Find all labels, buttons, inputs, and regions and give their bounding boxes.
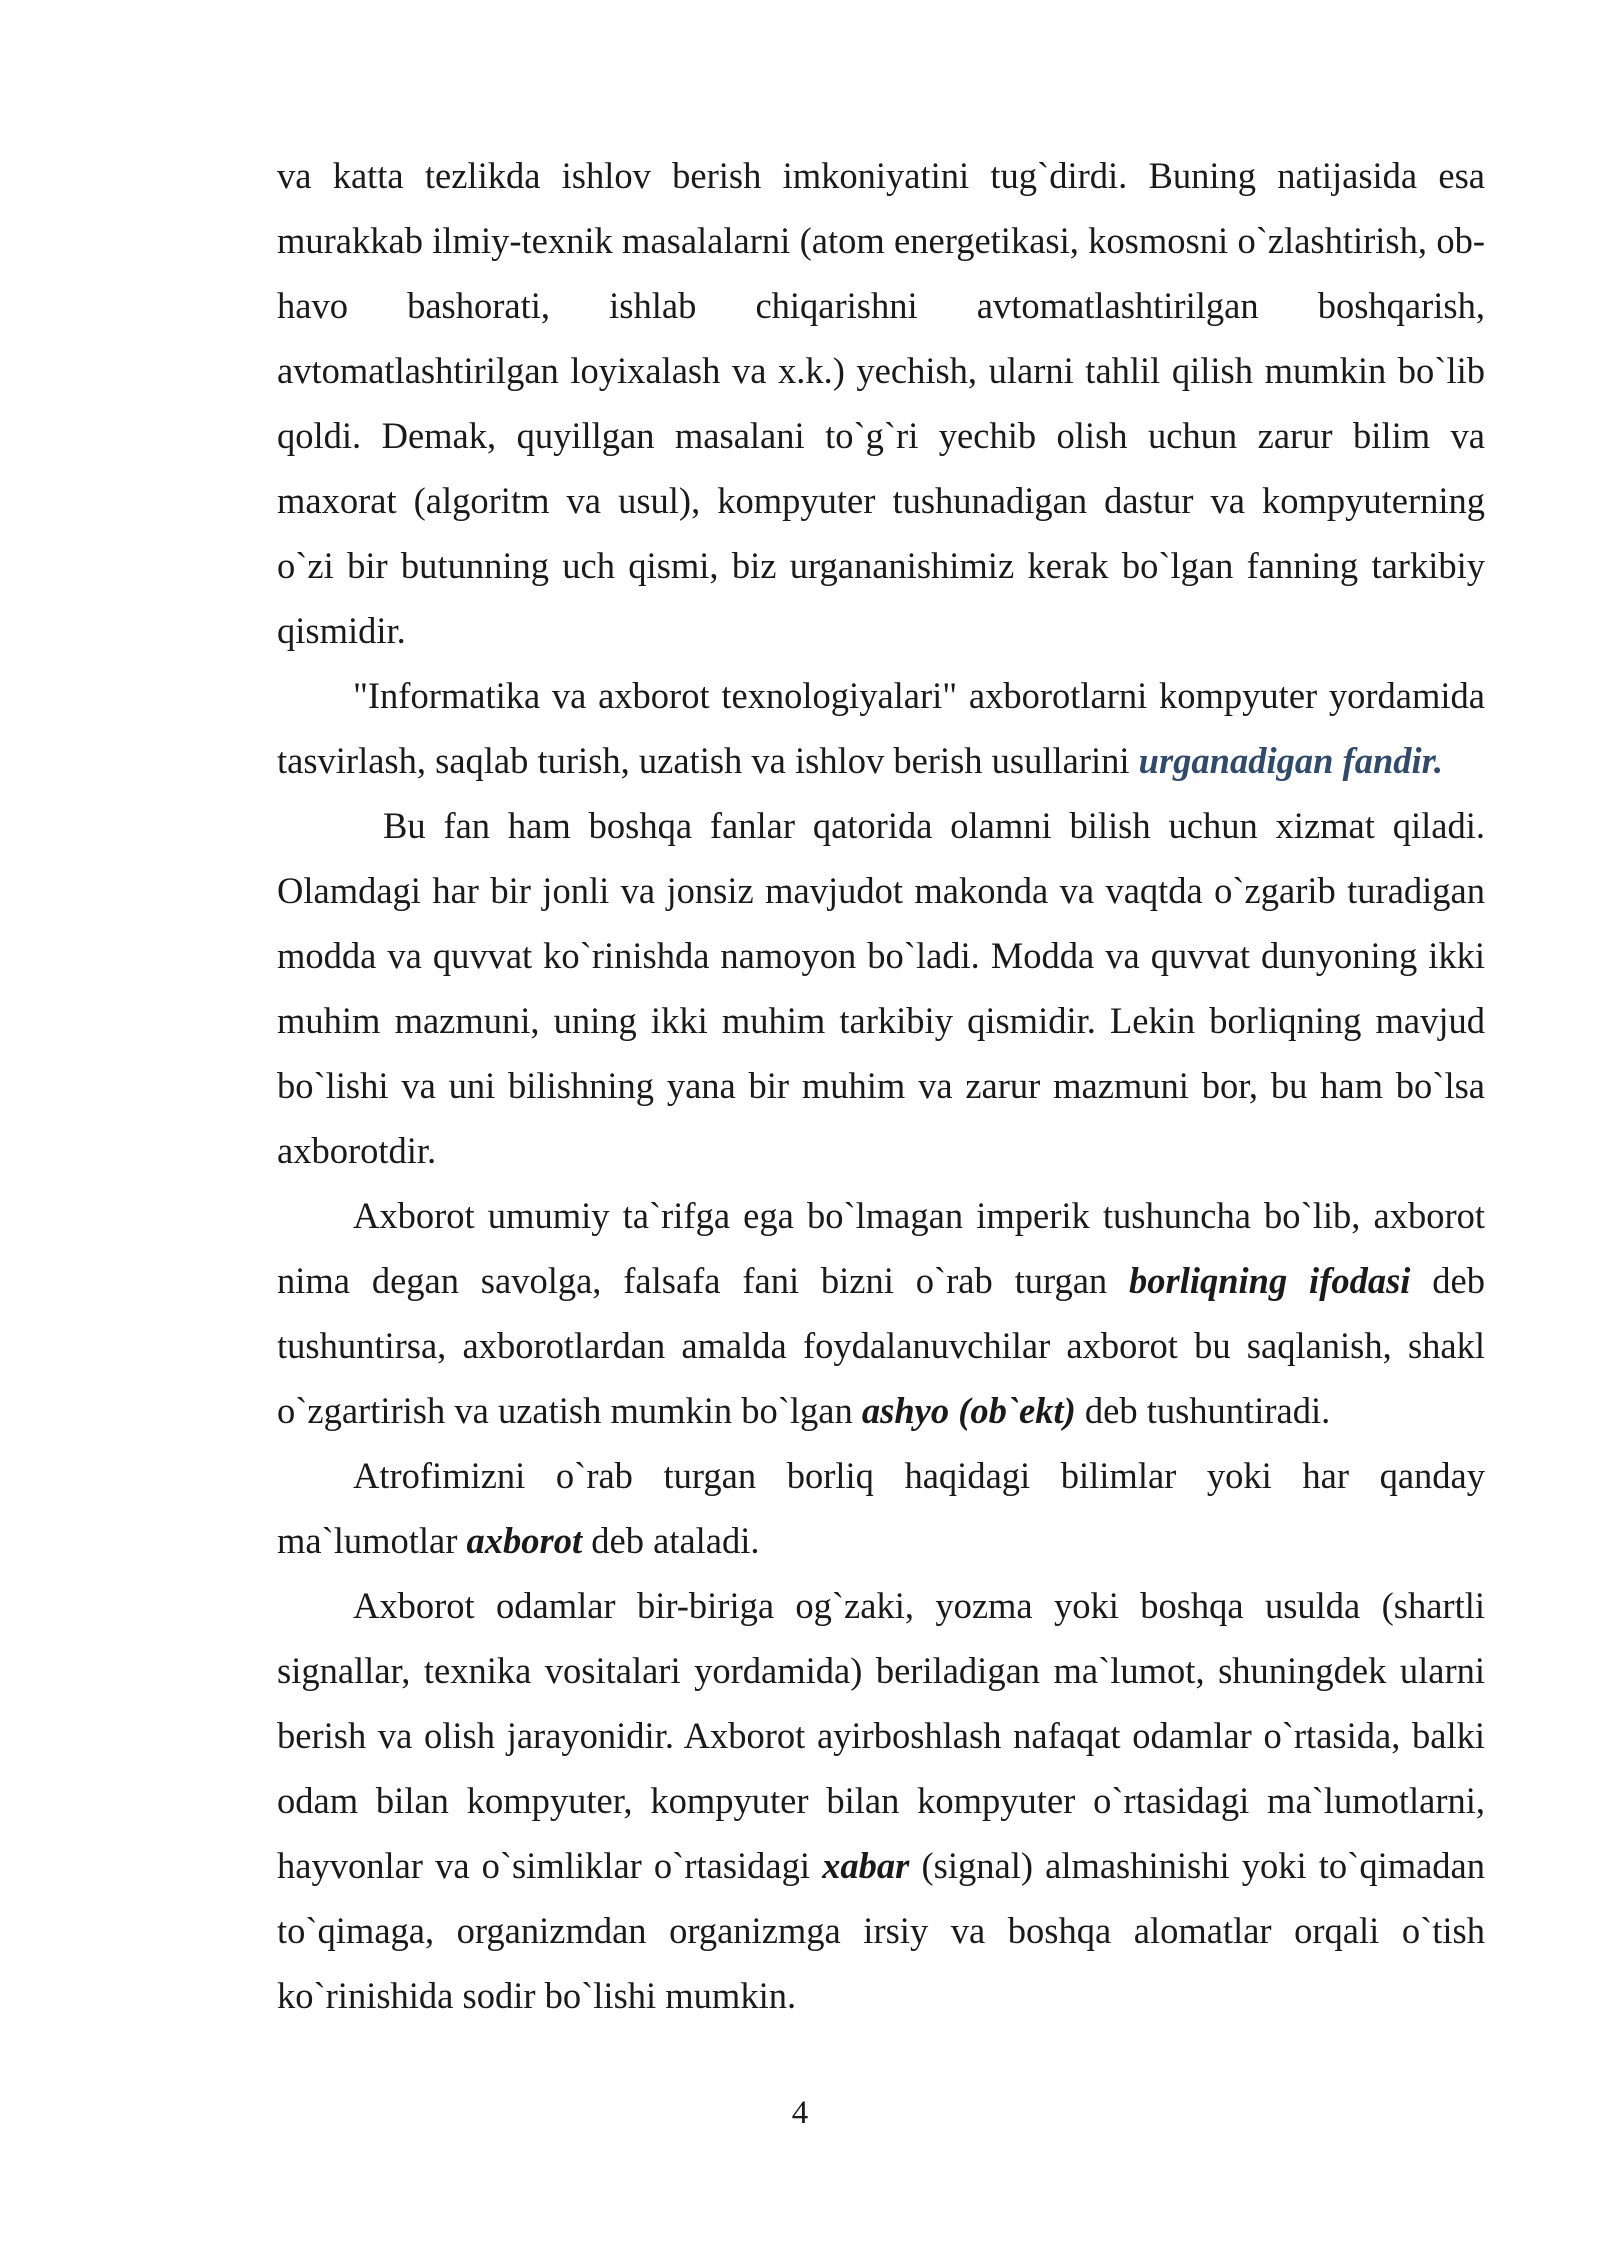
paragraph-4 xyxy=(277,1183,1485,1443)
emphasis-borliqning-ifodasi: borliqning ifodasi xyxy=(1129,1260,1411,1301)
paragraph-3 xyxy=(277,793,1485,1183)
paragraph-6-text-b: (signal) almashinishi yoki to`qimadan to`qimaga, organizmdan organizmga irsiy va boshqa alomatlar orqali o`tish ko`rinishida sodir bo`lishi mumkin. xyxy=(277,1845,1485,2016)
page-number: 4 xyxy=(791,2095,809,2131)
body-text xyxy=(277,143,1485,2028)
emphasis-axborot: axborot xyxy=(466,1520,583,1561)
paragraph-6-text-a: Axborot odamlar bir-biriga og`zaki, yozma yoki boshqa usulda (shartli signallar, texnika vositalari yordamida) beriladigan ma`lumot, shuningdek ularni berish va olish jarayonidir. Axborot ayirboshlash nafaqat odamlar o`rtasida, balki odam bilan kompyuter, kompyuter bilan kompyuter o`rtasidagi ma`lumotlarni, hayvonlar va o`simliklar o`rtasidagi xyxy=(277,1585,1485,1886)
paragraph-5 xyxy=(277,1443,1485,1573)
paragraph-6 xyxy=(277,1573,1485,2028)
emphasis-xabar: xabar xyxy=(822,1845,910,1886)
paragraph-4-text-a: Axborot umumiy ta`rifga ega bo`lmagan imperik tushuncha bo`lib, axborot nima degan savolga, falsafa fani bizni o`rab turgan xyxy=(277,1195,1485,1301)
paragraph-1-text: va katta tezlikda ishlov berish imkoniyatini tug`dirdi. Buning natijasida esa murakkab ilmiy-texnik masalalarni (atom energetikasi, kosmosni o`zlashtirish, ob-havo bashorati, ishlab chiqarishni avtomatlashtirilgan boshqarish, avtomatlashtirilgan loyixalash va x.k.) yechish, ularni tahlil qilish mumkin bo`lib qoldi. Demak, quyillgan masalani to`g`ri yechib olish uchun zarur bilim va maxorat (algoritm va usul), kompyuter tushunadigan dastur va kompyuterning o`zi bir butunning uch qismi, biz urgananishimiz kerak bo`lgan fanning tarkibiy qismidir. xyxy=(277,155,1485,651)
paragraph-2-text: "Informatika va axborot texnologiyalari" axborotlarni kompyuter yordamida tasvirlash, saqlab turish, uzatish va ishlov berish usullarini xyxy=(277,675,1485,781)
paragraph-4-text-c: deb tushuntiradi. xyxy=(1075,1390,1331,1431)
emphasis-urganadigan-fandir: urganadigan fandir. xyxy=(1138,740,1443,781)
paragraph-3-text: Bu fan ham boshqa fanlar qatorida olamni bilish uchun xizmat qiladi. Olamdagi har bir jonli va jonsiz mavjudot makonda va vaqtda o`zgarib turadigan modda va quvvat ko`rinishda namoyon bo`ladi. Modda va quvvat dunyoning ikki muhim mazmuni, uning ikki muhim tarkibiy qismidir. Lekin borliqning mavjud bo`lishi va uni bilishning yana bir muhim va zarur mazmuni bor, bu ham bo`lsa axborotdir. xyxy=(277,805,1485,1171)
emphasis-ashyo-obekt: ashyo (ob`ekt) xyxy=(861,1390,1076,1431)
paragraph-1 xyxy=(277,143,1485,663)
paragraph-5-text-a: Atrofimizni o`rab turgan borliq haqidagi bilimlar yoki har qanday ma`lumotlar xyxy=(277,1455,1485,1561)
paragraph-2 xyxy=(277,663,1485,793)
paragraph-4-text-b: deb tushuntirsa, axborotlardan amalda foydalanuvchilar axborot bu saqlanish, shakl o`zgartirish va uzatish mumkin bo`lgan xyxy=(277,1260,1485,1431)
paragraph-5-text-b: deb ataladi. xyxy=(582,1520,760,1561)
